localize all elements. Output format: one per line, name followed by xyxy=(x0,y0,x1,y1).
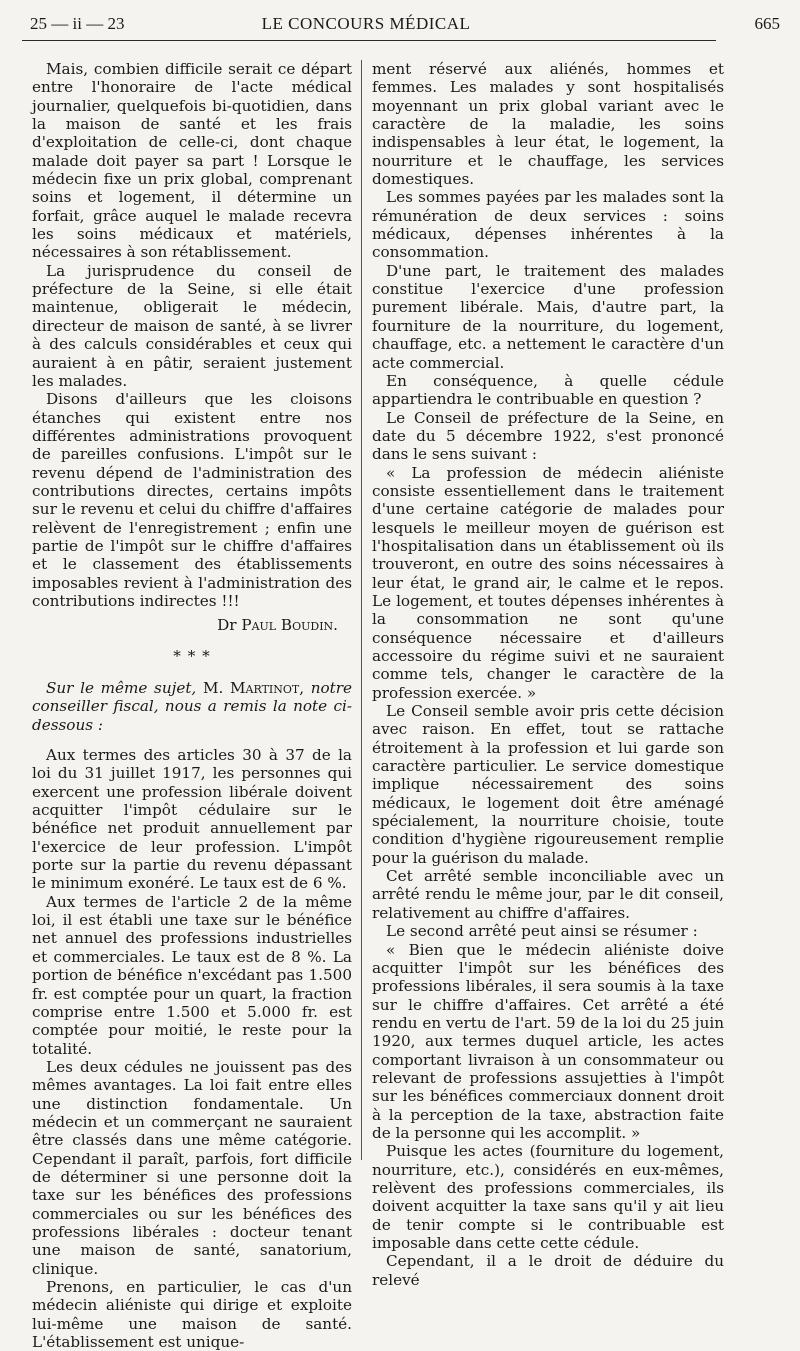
intro-tail: notre conseiller fiscal, nous a remis la note ci-dessous : xyxy=(32,679,353,734)
intro-name: M. Martinot, xyxy=(202,679,305,697)
quotation: « Bien que le médecin aliéniste doive acquitter l'impôt sur les bénéfices des professions libérales, il sera soumis à la taxe sur le chiffre d'affaires. Cet arrêté a été rendu en vertu de l'art. 59 de la loi du 25 juin 1920, aux termes duquel article, les actes comportant livraison à un consommateur ou relevant de professions assujetties à l'impôt sur les bénéfices commerciaux donnent droit à la perception de la taxe, abstraction faite de la personne qui les accomplit. » xyxy=(372,940,724,1142)
journal-title: LE CONCOURS MÉDICAL xyxy=(261,14,471,33)
paragraph: Le Conseil semble avoir pris cette décision avec raison. En effet, tout se rattache étroitement à la profession et lui garde son caractère particulier. Le service domestique implique nécessairement des soins médicaux, le logement doit être aménagé spécialement, la nourriture choisie, toute condition d'hygiène rigoureusement remplie pour la guérison du malade. xyxy=(372,702,724,867)
paragraph: La jurisprudence du conseil de préfecture de la Seine, si elle était maintenue, obligerait le médecin, directeur de maison de santé, à se livrer à des calculs considérables et ceux qui auraient à en pâtir, seraient justement les malades. xyxy=(32,261,352,390)
paragraph: Mais, combien difficile serait ce départ entre l'honoraire de l'acte médical journalier, quelquefois bi-quotidien, dans la maison de santé et les frais d'exploitation de celle-ci, dont chaque malade doit payer sa part ! Lorsque le médecin fixe un prix global, comprenant soins et logement, il détermine un forfait, grâce auquel le malade recevra les soins médicaux et matériels, nécessaires à son rétablissement. xyxy=(32,60,352,262)
paragraph: Disons d'ailleurs que les cloisons étanches qui existent entre nos différentes administrations provoquent de pareilles confusions. L'impôt sur le revenu dépend de l'administration des contributions directes, certains impôts sur le revenu et celui du chiffre d'affaires relèvent de l'enregistrement ; enfin une partie de l'impôt sur le chiffre d'affaires et le classement des établissements imposables revient à l'administration des contributions indirectes !!! xyxy=(32,390,352,610)
page-header xyxy=(22,14,780,40)
page-number: 665 xyxy=(754,14,780,33)
paragraph: Aux termes de l'article 2 de la même loi, il est établi une taxe sur le bénéfice net annuel des professions industrielles et commerciales. Le taux est de 8 %. La portion de bénéfice n'excédant pas 1.500 fr. est comptée pour un quart, la fraction comprise entre 1.500 et 5.000 fr. est comptée pour moitié, le reste pour la totalité. xyxy=(32,892,352,1058)
paragraph: Le Conseil de préfecture de la Seine, en date du 5 décembre 1922, s'est prononcé dans le sens suivant : xyxy=(372,408,724,464)
paragraph: Cependant, il a le droit de déduire du relevé xyxy=(372,1252,724,1289)
paragraph: Cet arrêté semble inconciliable avec un arrêté rendu le même jour, par le dit conseil, relativement au chiffre d'affaires. xyxy=(372,867,724,922)
paragraph: Prenons, en particulier, le cas d'un médecin aliéniste qui dirige et exploite lui-même une maison de santé. L'établissement est unique- xyxy=(32,1278,352,1351)
signature-title: Dr xyxy=(217,616,237,635)
spacer xyxy=(32,734,352,746)
paragraph: ment réservé aux aliénés, hommes et femmes. Les malades y sont hospitalisés moyennant un prix global variant avec le caractère de la maladie, les soins indispensables à leur état, le logement, la nourriture et le chauffage, les services domestiques. xyxy=(372,60,724,189)
paragraph: Puisque les actes (fourniture du logement, nourriture, etc.), considérés en eux-mêmes, relèvent des professions commerciales, ils doivent acquitter la taxe sans qu'il y ait lieu de tenir compte si le contribuable est imposable dans cette cette cédule. xyxy=(372,1142,724,1252)
quotation: « La profession de médecin aliéniste consiste essentiellement dans le traitement d'une certaine catégorie de malades pour lesquels le meilleur moyen de guérison est l'hospitalisation dans un établissement où ils trouveront, en outre des soins nécessaires à leur état, le grand air, le calme et le repos. Le logement, et toutes dépenses inhérentes à la consommation ne sont qu'une conséquence nécessaire et d'ailleurs accessoire du régime suivi et ne sauraient comme tels, changer le caractère de la profession exercée. » xyxy=(372,463,724,702)
paragraph: Le second arrêté peut ainsi se résumer : xyxy=(386,922,698,941)
column-divider xyxy=(361,60,362,1160)
paragraph: Aux termes des articles 30 à 37 de la loi du 31 juillet 1917, les personnes qui exercent une profession libérale doivent acquitter l'impôt cédulaire sur le bénéfice net produit annuellement par l'exercice de leur profession. L'impôt porte sur la partie du revenu dépassant le minimum exonéré. Le taux est de 6 %. xyxy=(32,746,352,893)
header-date: 25 — ii — 23 xyxy=(30,14,125,33)
note-intro xyxy=(32,679,352,734)
paragraph: Les deux cédules ne jouissent pas des mêmes avantages. La loi fait entre elles une distinction fondamentale. Un médecin et un commerçant ne sauraient être classés dans une même catégorie. Cependant il paraît, parfois, fort difficile de déterminer si une personne doit la taxe sur les bénéfices des professions commerciales ou sur les bénéfices des professions libérales : docteur tenant une maison de santé, sanatorium, clinique. xyxy=(32,1057,352,1278)
signature xyxy=(32,616,338,634)
right-column xyxy=(372,60,724,1289)
section-separator: * * * xyxy=(173,646,211,665)
signature-name: Paul Boudin. xyxy=(241,616,338,635)
left-column xyxy=(32,60,353,1351)
paragraph: D'une part, le traitement des malades constitue l'exercice d'une profession purement libérale. Mais, d'autre part, la fourniture de la nourriture, du logement, chauffage, etc. a nettement le caractère d'un acte commercial. xyxy=(372,261,724,372)
paragraph: En conséquence, à quelle cédule appartiendra le contribuable en question ? xyxy=(372,371,724,409)
intro-lead: Sur le même sujet, xyxy=(46,679,197,697)
paragraph: Les sommes payées par les malades sont la rémunération de deux services : soins médicaux, dépenses inhérentes à la consommation. xyxy=(372,188,724,262)
header-rule xyxy=(22,40,716,41)
